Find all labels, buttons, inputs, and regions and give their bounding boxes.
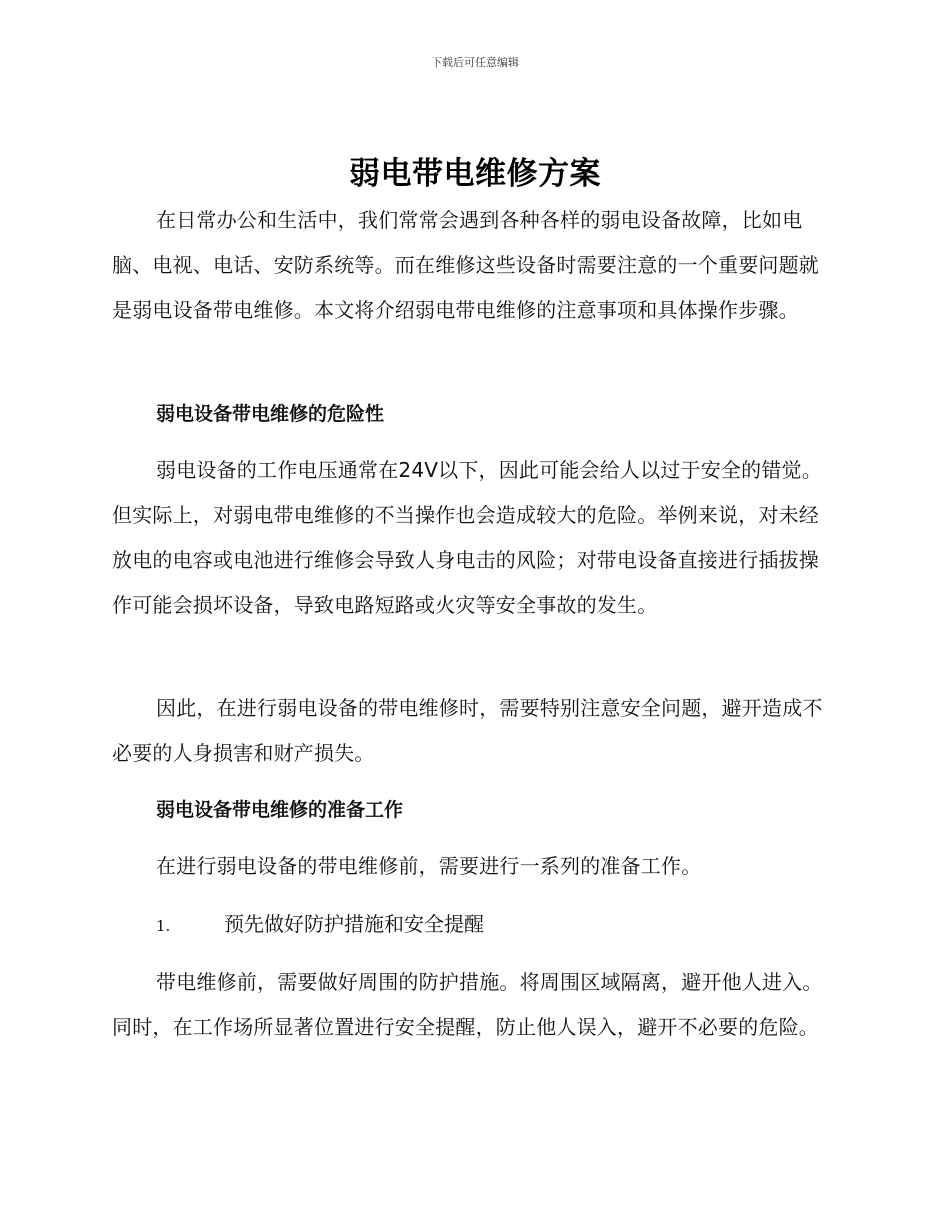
header-note: 下载后可任意编辑 [431,56,519,69]
protection-paragraph: 带电维修前，需要做好周围的防护措施。将周围区域隔离，避开他人进入。同时，在工作场所显著位置进行安全提醒，防止他人误入，避开不必要的危险。 [112,970,823,1039]
danger-paragraph-2: 因此，在进行弱电设备的带电维修时，需要特别注意安全问题，避开造成不必要的人身损害和财产损失。 [112,696,823,765]
list-item-number: 1. [156,917,171,935]
preparation-intro-paragraph: 在进行弱电设备的带电维修前，需要进行一系列的准备工作。 [156,854,702,878]
danger-paragraph-1: 弱电设备的工作电压通常在24V以下，因此可能会给人以过于安全的错觉。但实际上，对弱电带电维修的不当操作也会造成较大的危险。举例来说，对未经放电的电容或电池进行维修会导致人身电击的风险；对带电设备直接进行插拔操作可能会损坏设备，导致电路短路或火灾等安全事故的发生。 [112,458,822,617]
intro-paragraph: 在日常办公和生活中，我们常常会遇到各种各样的弱电设备故障，比如电脑、电视、电话、安防系统等。而在维修这些设备时需要注意的一个重要问题就是弱电设备带电维修。本文将介绍弱电带电维修的注意事项和具体操作步骤。 [112,208,819,322]
section-heading-preparation: 弱电设备带电维修的准备工作 [156,799,404,821]
document-title: 弱电带电维修方案 [349,156,601,192]
list-item [156,910,836,940]
section-heading-danger: 弱电设备带电维修的危险性 [156,403,385,425]
list-item-text: 预先做好防护措施和安全提醒 [224,912,484,936]
